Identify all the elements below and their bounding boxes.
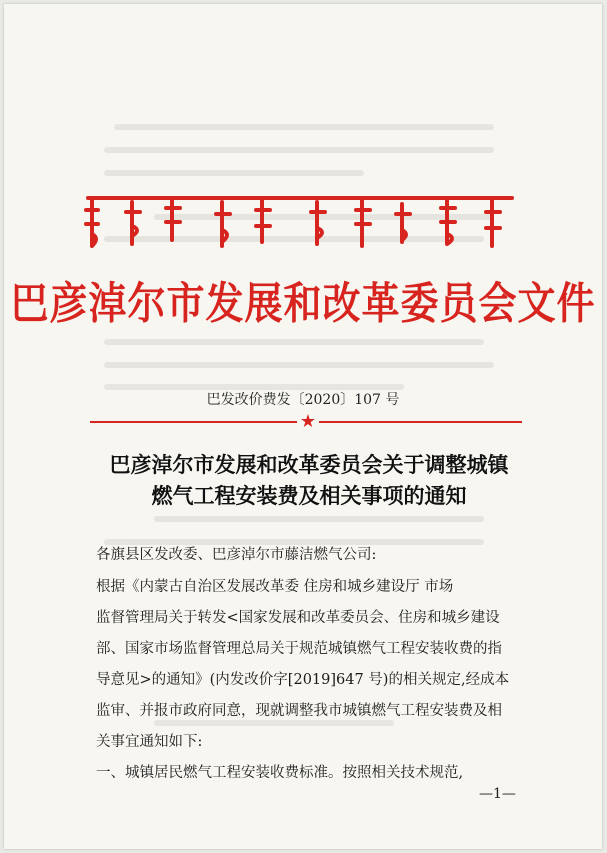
star-icon: ★ — [297, 411, 319, 433]
document-number: 巴发改价费发〔2020〕107 号 — [206, 392, 400, 408]
document-page — [4, 4, 602, 849]
notice-heading-line-1: 巴彦淖尔市发展和改革委员会关于调整城镇 — [109, 453, 509, 477]
body-line: 部、国家市场监督管理总局关于规范城镇燃气工程安装收费的指 — [96, 641, 502, 657]
body-line: 根据《内蒙古自治区发展改革委 住房和城乡建设厅 市场 — [96, 579, 454, 595]
salutation: 各旗县区发改委、巴彦淖尔市藤洁燃气公司: — [96, 547, 377, 563]
mongolian-script-heading — [82, 190, 522, 254]
page-number: —1— — [479, 786, 516, 802]
body-line: 监督管理局关于转发<国家发展和改革委员会、住房和城乡建设 — [96, 610, 500, 626]
body-line: 关事宜通知如下: — [96, 734, 203, 750]
body-line: 一、城镇居民燃气工程安装收费标准。按照相关技术规范, — [96, 765, 464, 781]
body-line: 监审、并报市政府同意，现就调整我市城镇燃气工程安装费及相 — [96, 703, 502, 719]
notice-heading-line-2: 燃气工程安装费及相关事项的通知 — [151, 484, 467, 508]
body-line: 导意见>的通知》(内发改价字[2019]647 号)的相关规定,经成本 — [96, 672, 510, 688]
letterhead-title: 巴彦淖尔市发展和改革委员会文件 — [10, 278, 596, 329]
